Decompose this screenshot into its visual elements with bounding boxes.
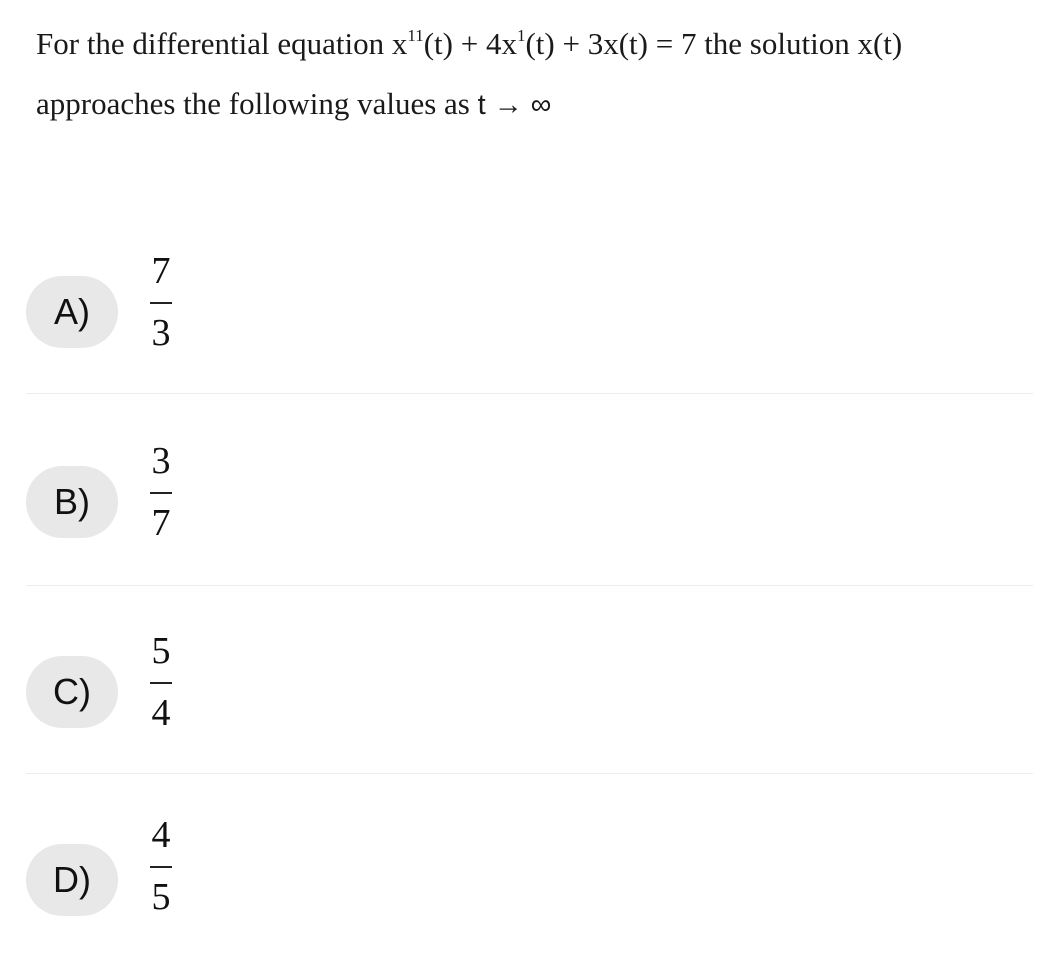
- option-b[interactable]: [26, 422, 1033, 612]
- option-c-denominator: 4: [151, 692, 171, 734]
- option-b-denominator: 7: [151, 502, 171, 544]
- option-b-button[interactable]: B): [26, 466, 118, 538]
- option-a-button[interactable]: A): [26, 276, 118, 348]
- question-line-2-text: approaches the following values as: [36, 86, 478, 121]
- question-text: [36, 14, 1036, 135]
- option-a-fraction: [136, 252, 186, 352]
- option-divider: [26, 773, 1033, 774]
- fraction-bar: [150, 302, 172, 304]
- option-c-fraction: [136, 632, 186, 732]
- fraction-bar: [150, 492, 172, 494]
- superscript-first-derivative: 1: [516, 26, 526, 45]
- question-line-1: [36, 14, 1036, 74]
- option-b-numerator: 3: [151, 440, 171, 482]
- fraction-bar: [150, 866, 172, 868]
- question-line-1-prefix: For the differential equation x: [36, 26, 408, 61]
- option-a-numerator: 7: [151, 250, 171, 292]
- option-a-denominator: 3: [151, 312, 171, 354]
- option-c-button[interactable]: C): [26, 656, 118, 728]
- option-d-denominator: 5: [151, 876, 171, 918]
- limit-expression: t → ∞: [477, 89, 552, 121]
- option-divider: [26, 393, 1033, 394]
- superscript-second-derivative: 11: [407, 26, 424, 45]
- option-a[interactable]: [26, 230, 1033, 420]
- option-d[interactable]: [26, 788, 1033, 978]
- option-d-button[interactable]: D): [26, 844, 118, 916]
- option-divider: [26, 585, 1033, 586]
- fraction-bar: [150, 682, 172, 684]
- option-b-fraction: [136, 442, 186, 542]
- option-c-numerator: 5: [151, 630, 171, 672]
- option-d-numerator: 4: [151, 814, 171, 856]
- question-line-1-middle: (t) + 4x: [423, 26, 517, 61]
- question-line-2: [36, 74, 1036, 135]
- question-line-1-suffix: (t) + 3x(t) = 7 the solution x(t): [525, 26, 903, 61]
- option-d-fraction: [136, 816, 186, 916]
